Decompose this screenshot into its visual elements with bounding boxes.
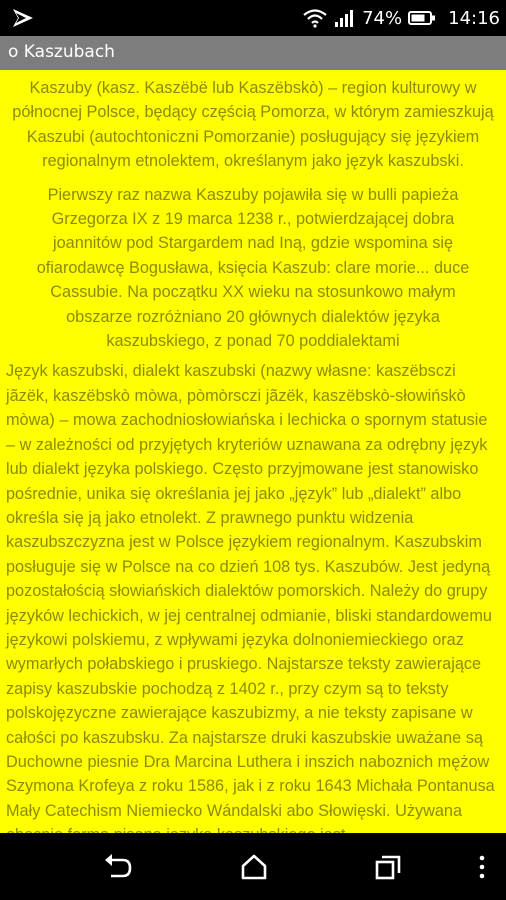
clock: 14:16	[448, 7, 500, 29]
action-bar	[0, 36, 506, 71]
article-content[interactable]	[0, 70, 506, 833]
recents-button[interactable]	[368, 851, 408, 883]
wifi-icon	[302, 8, 328, 28]
battery-icon	[408, 10, 436, 26]
overflow-menu-button[interactable]	[462, 851, 502, 883]
overflow-menu-icon	[478, 854, 486, 880]
home-icon	[240, 854, 268, 880]
paragraph-intro: Kaszuby (kasz. Kaszëbë lub Kaszëbskò) – region kulturowy w północnej Polsce, będący częścią Pomorza, w którym zamieszkują Kaszubi (autochtoniczni Pomorzanie) posługujący się językiem regionalnym etnolektem, określanym jako język kaszubski.	[12, 79, 494, 171]
app-notification-icon	[10, 7, 36, 29]
recents-icon	[374, 854, 402, 880]
paragraph-history: Pierwszy raz nazwa Kaszuby pojawiła się w bulli papieża Grzegorza IX z 19 marca 1238 r., potwierdzającej dobra joannitów pod Stargardem nad Iną, gdzie wspomina się ofiarodawcę Bogusława, księcia Kaszub: clare morie... duce Cassubie. Na początku XX wieku na stosunkowo małym obszarze rozróżniano 20 głównych dialektów języka kaszubskiego, z ponad 70 poddialektami	[36, 185, 470, 351]
battery-percent: 74%	[362, 7, 403, 29]
paragraph-language: Język kaszubski, dialekt kaszubski (nazwy własne: kaszëbsczi jãzëk, kaszëbskò mòwa, pòmòrsczi jãzëk, kaszëbskò-słowińskò mòwa) – mowa zachodniosłowiańska i lechicka o spornym statusie – w zależności od przyjętych kryteriów uznawana za odrębny język lub dialekt języka polskiego. Często przyjmowane jest stanowisko pośrednie, unika się określania jej jako „język” lub „dialekt” albo określa się ją jako etnolekt. Z prawnego punktu widzenia kaszubszczyzna jest w Polsce językiem regionalnym. Kaszubskim posługuje się w Polsce na co dzień 108 tys. Kaszubów. Jest jedyną pozostałością słowiańskich dialektów pomorskich. Należy do grupy języków lechickich, w jej centralnej odmianie, bliski standardowemu językowi polskiemu, z wpływami języka dolnoniemieckiego oraz wymarłych połabskiego i pruskiego. Najstarsze teksty zawierające zapisy kaszubskie pochodzą z 1402 r., przy czym są to teksty polskojęzyczne zawierające kaszubizmy, a nie teksty zapisane w całości po kaszubsku. Za najstarsze druki kaszubskie uważane są Duchowne piesnie Dra Marcina Luthera i inszich naboznich mężow Szymona Krofeya z roku 1586, jak i z roku 1643 Michała Pontanusa Mały Catechism Niemiecko Wándalski abo Słowięski. Używana	[6, 362, 495, 820]
status-icons	[302, 0, 500, 36]
back-button[interactable]	[98, 851, 138, 883]
home-button[interactable]	[234, 851, 274, 883]
signal-icon	[334, 8, 356, 28]
status-bar	[0, 0, 506, 36]
navigation-bar	[0, 833, 506, 900]
back-icon	[103, 854, 133, 880]
page-title: o Kaszubach	[8, 42, 115, 62]
